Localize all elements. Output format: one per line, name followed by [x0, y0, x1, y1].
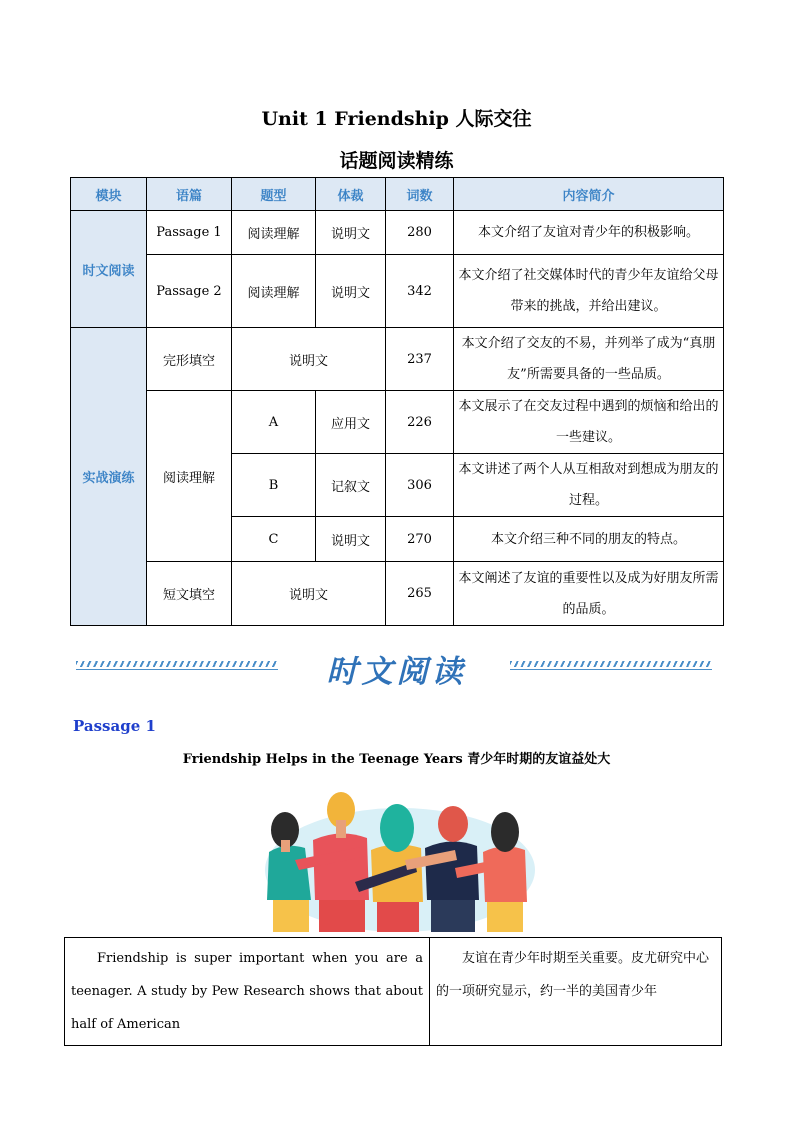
english-text-cell: Friendship is super important when you are a teenager. A study by Pew Research shows that about half of American	[65, 938, 430, 1046]
passage-cell: Passage 2	[147, 255, 232, 328]
words-cell: 306	[386, 454, 454, 517]
words-cell: 237	[386, 328, 454, 391]
column-header: 模块	[71, 178, 147, 211]
table-row	[71, 391, 724, 454]
words-cell: 226	[386, 391, 454, 454]
sub-cell: C	[232, 517, 316, 562]
passage-cell: 短文填空	[147, 562, 232, 626]
table-row	[71, 562, 724, 626]
genre-cell: 说明文	[316, 255, 386, 328]
words-cell: 265	[386, 562, 454, 626]
sub-cell: A	[232, 391, 316, 454]
column-header: 语篇	[147, 178, 232, 211]
overview-table	[70, 177, 724, 626]
genre-cell: 说明文	[316, 211, 386, 255]
friends-group-hugging-illustration	[255, 790, 540, 932]
passage-cell: 阅读理解	[147, 391, 232, 562]
summary-cell: 本文讲述了两个人从互相敌对到想成为朋友的过程。	[454, 454, 724, 517]
summary-cell: 本文展示了在交友过程中遇到的烦恼和给出的一些建议。	[454, 391, 724, 454]
chinese-text-cell: 友谊在青少年时期至关重要。皮尤研究中心的一项研究显示，约一半的美国青少年	[430, 938, 722, 1046]
column-header: 词数	[386, 178, 454, 211]
summary-cell: 本文阐述了友谊的重要性以及成为好朋友所需的品质。	[454, 562, 724, 626]
passage-cell: Passage 1	[147, 211, 232, 255]
type-cell: 阅读理解	[232, 211, 316, 255]
table-header-row	[71, 178, 724, 211]
genre-cell: 记叙文	[316, 454, 386, 517]
page-title: Unit 1 Friendship 人际交往	[261, 108, 532, 130]
column-header: 体裁	[316, 178, 386, 211]
passage-label: Passage 1	[73, 717, 156, 735]
table-row	[71, 328, 724, 391]
table-row	[65, 938, 722, 1046]
genre-cell: 说明文	[316, 517, 386, 562]
section-banner-title: 时文阅读	[326, 654, 467, 690]
words-cell: 280	[386, 211, 454, 255]
passage-cell: 完形填空	[147, 328, 232, 391]
table-row	[71, 211, 724, 255]
summary-cell: 本文介绍了友谊对青少年的积极影响。	[454, 211, 724, 255]
passage-title: Friendship Helps in the Teenage Years 青少年时期的友谊益处大	[182, 752, 611, 767]
table-row	[71, 255, 724, 328]
summary-cell: 本文介绍了社交媒体时代的青少年友谊给父母带来的挑战，并给出建议。	[454, 255, 724, 328]
summary-cell: 本文介绍了交友的不易，并列举了成为“真朋友”所需要具备的一些品质。	[454, 328, 724, 391]
column-header: 题型	[232, 178, 316, 211]
words-cell: 342	[386, 255, 454, 328]
bilingual-passage-table	[64, 937, 722, 1046]
genre-cell: 说明文	[232, 328, 386, 391]
summary-cell: 本文介绍三种不同的朋友的特点。	[454, 517, 724, 562]
words-cell: 270	[386, 517, 454, 562]
module-cell: 实战演练	[71, 328, 147, 626]
column-header: 内容简介	[454, 178, 724, 211]
type-cell: 阅读理解	[232, 255, 316, 328]
genre-cell: 说明文	[232, 562, 386, 626]
module-cell: 时文阅读	[71, 211, 147, 328]
sub-cell: B	[232, 454, 316, 517]
page-subtitle: 话题阅读精练	[339, 150, 454, 172]
genre-cell: 应用文	[316, 391, 386, 454]
